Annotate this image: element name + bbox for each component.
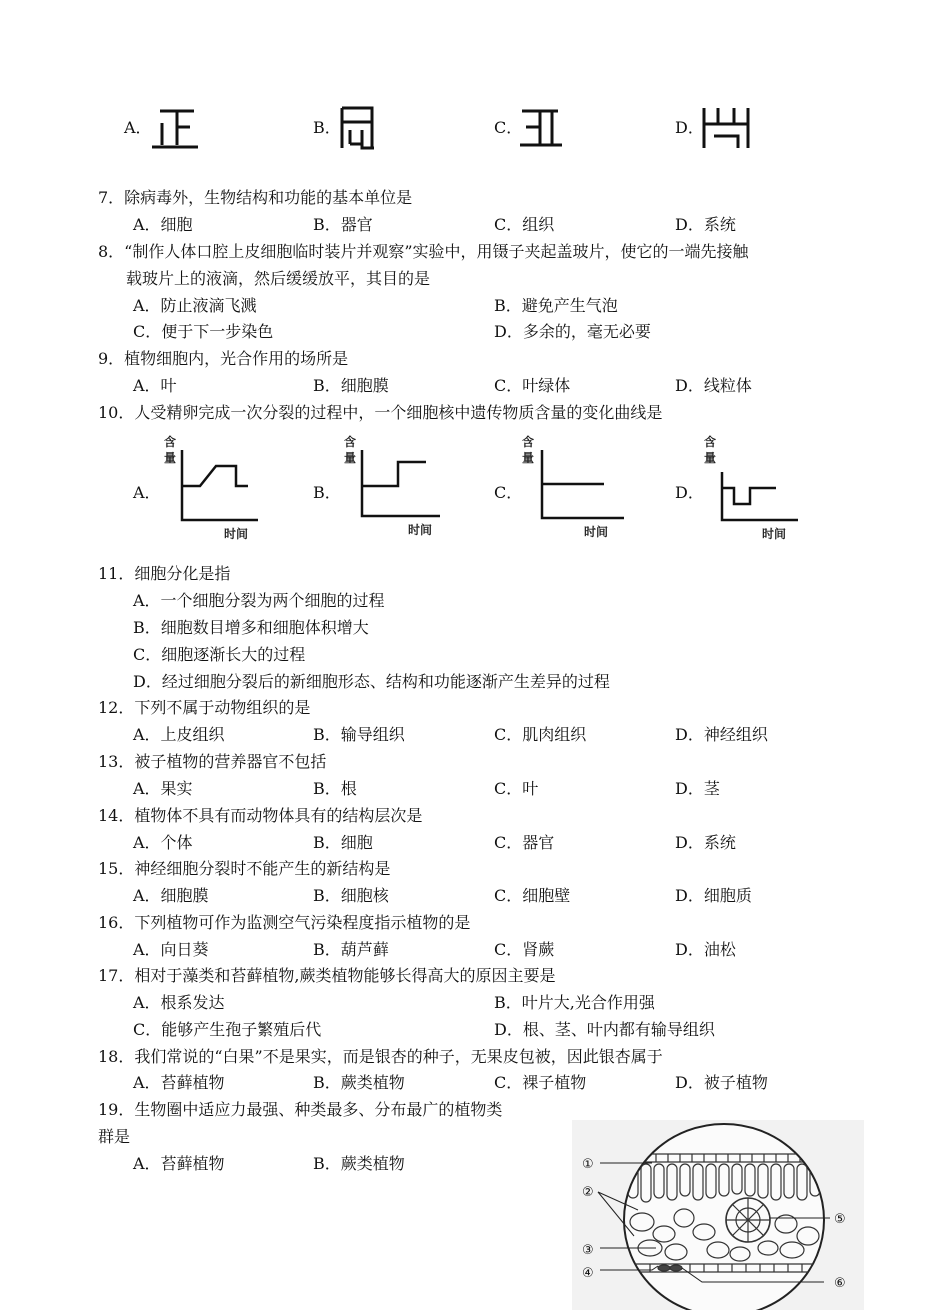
graph-c-xlabel: 时间 bbox=[584, 525, 609, 539]
sign-glyph-b-icon bbox=[338, 104, 378, 152]
graph-d-ylabel-1: 含 bbox=[704, 435, 717, 449]
graph-d-xlabel: 时间 bbox=[762, 527, 787, 541]
q12-option-d: D．神经组织 bbox=[675, 725, 768, 744]
q9-option-d: D．线粒体 bbox=[675, 376, 752, 395]
q13-option-d: D．茎 bbox=[675, 779, 720, 798]
q10-graph-a bbox=[150, 430, 265, 545]
q14-stem: 14．植物体不具有而动物体具有的结构层次是 bbox=[98, 806, 423, 825]
graph-a-curve bbox=[182, 466, 248, 486]
q10-graph-d bbox=[696, 430, 806, 545]
q10-graph-b bbox=[332, 430, 447, 545]
q10-option-c-label: C． bbox=[494, 483, 523, 502]
q11-stem: 11．细胞分化是指 bbox=[98, 564, 231, 583]
q16-option-a: A．向日葵 bbox=[133, 940, 209, 959]
q14-option-b: B．细胞 bbox=[313, 833, 373, 852]
graph-a-ylabel-1: 含 bbox=[164, 435, 177, 449]
q17-option-c: C．能够产生孢子繁殖后代 bbox=[133, 1020, 322, 1039]
q8-option-d: D．多余的，毫无必要 bbox=[494, 322, 651, 341]
q11-option-b: B．细胞数目增多和细胞体积增大 bbox=[133, 618, 369, 637]
graph-b-ylabel-2: 量 bbox=[344, 451, 357, 465]
q8-stem-line2: 载玻片上的液滴，然后缓缓放平，其目的是 bbox=[126, 269, 431, 288]
q7-option-b: B．器官 bbox=[313, 215, 373, 234]
q14-option-c: C．器官 bbox=[494, 833, 555, 852]
q15-stem: 15．神经细胞分裂时不能产生的新结构是 bbox=[98, 859, 391, 878]
q19-option-b: B．蕨类植物 bbox=[313, 1154, 405, 1173]
q7-option-a: A．细胞 bbox=[133, 215, 193, 234]
q6-option-a-label: A． bbox=[124, 118, 152, 137]
diagram-label-5: ⑤ bbox=[834, 1212, 846, 1227]
q7-option-c: C．组织 bbox=[494, 215, 555, 234]
diagram-label-6: ⑥ bbox=[834, 1276, 846, 1291]
q13-stem: 13．被子植物的营养器官不包括 bbox=[98, 752, 327, 771]
q17-stem: 17．相对于藻类和苔藓植物,蕨类植物能够长得高大的原因主要是 bbox=[98, 966, 556, 985]
q14-option-d: D．系统 bbox=[675, 833, 736, 852]
q6-option-b-label: B． bbox=[313, 118, 341, 137]
leaf-cross-section-diagram bbox=[572, 1120, 864, 1310]
q12-option-b: B．输导组织 bbox=[313, 725, 405, 744]
q10-option-a-label: A． bbox=[133, 483, 161, 502]
q18-option-a: A．苔藓植物 bbox=[133, 1073, 225, 1092]
q18-option-c: C．裸子植物 bbox=[494, 1073, 587, 1092]
q10-stem: 10．人受精卵完成一次分裂的过程中，一个细胞核中遗传物质含量的变化曲线是 bbox=[98, 403, 663, 422]
q14-option-a: A．个体 bbox=[133, 833, 193, 852]
q6-option-d-label: D． bbox=[675, 118, 704, 137]
sign-glyph-d-icon bbox=[700, 104, 752, 152]
sign-glyph-c-icon bbox=[518, 105, 564, 151]
q7-option-d: D．系统 bbox=[675, 215, 736, 234]
q11-option-c: C．细胞逐渐长大的过程 bbox=[133, 645, 306, 664]
q17-option-b: B．叶片大,光合作用强 bbox=[494, 993, 655, 1012]
q15-option-b: B．细胞核 bbox=[313, 886, 389, 905]
q13-option-a: A．果实 bbox=[133, 779, 193, 798]
q18-option-d: D．被子植物 bbox=[675, 1073, 768, 1092]
q10-graph-c bbox=[514, 430, 629, 545]
diagram-label-1: ① bbox=[582, 1157, 594, 1172]
graph-b-ylabel-1: 含 bbox=[344, 435, 357, 449]
q10-option-d-label: D． bbox=[675, 483, 704, 502]
q17-option-d: D．根、茎、叶内都有输导组织 bbox=[494, 1020, 715, 1039]
q9-stem: 9．植物细胞内，光合作用的场所是 bbox=[98, 349, 349, 368]
q6-option-c-label: C． bbox=[494, 118, 523, 137]
q13-option-b: B．根 bbox=[313, 779, 357, 798]
q17-option-a: A．根系发达 bbox=[133, 993, 225, 1012]
q18-stem: 18．我们常说的“白果”不是果实，而是银杏的种子，无果皮包被，因此银杏属于 bbox=[98, 1047, 663, 1066]
q16-option-b: B．葫芦藓 bbox=[313, 940, 389, 959]
graph-c-ylabel-2: 量 bbox=[522, 451, 535, 465]
q7-stem: 7．除病毒外，生物结构和功能的基本单位是 bbox=[98, 188, 413, 207]
graph-b-axes bbox=[362, 450, 440, 516]
q15-option-d: D．细胞质 bbox=[675, 886, 752, 905]
q11-option-a: A．一个细胞分裂为两个细胞的过程 bbox=[133, 591, 385, 610]
q15-option-c: C．细胞壁 bbox=[494, 886, 571, 905]
graph-a-ylabel-2: 量 bbox=[164, 451, 177, 465]
q8-option-b: B．避免产生气泡 bbox=[494, 296, 618, 315]
q18-option-b: B．蕨类植物 bbox=[313, 1073, 405, 1092]
q8-option-c: C．便于下一步染色 bbox=[133, 322, 274, 341]
sign-glyph-a-icon bbox=[150, 105, 200, 151]
q9-option-b: B．细胞膜 bbox=[313, 376, 389, 395]
q9-option-c: C．叶绿体 bbox=[494, 376, 571, 395]
graph-a-xlabel: 时间 bbox=[224, 527, 249, 541]
q11-option-d: D．经过细胞分裂后的新细胞形态、结构和功能逐渐产生差异的过程 bbox=[133, 672, 610, 691]
q16-stem: 16．下列植物可作为监测空气污染程度指示植物的是 bbox=[98, 913, 471, 932]
q9-option-a: A．叶 bbox=[133, 376, 177, 395]
graph-d-curve bbox=[722, 488, 776, 504]
q12-option-a: A．上皮组织 bbox=[133, 725, 225, 744]
diagram-label-3: ③ bbox=[582, 1243, 594, 1258]
q19-stem-line2: 群是 bbox=[98, 1127, 131, 1146]
graph-c-ylabel-1: 含 bbox=[522, 435, 535, 449]
q19-stem-line1: 19．生物圈中适应力最强、种类最多、分布最广的植物类 bbox=[98, 1100, 503, 1119]
graph-b-curve bbox=[362, 462, 426, 486]
q15-option-a: A．细胞膜 bbox=[133, 886, 209, 905]
diagram-label-4: ④ bbox=[582, 1266, 594, 1281]
q12-option-c: C．肌肉组织 bbox=[494, 725, 587, 744]
q16-option-d: D．油松 bbox=[675, 940, 736, 959]
q12-stem: 12．下列不属于动物组织的是 bbox=[98, 698, 311, 717]
graph-b-xlabel: 时间 bbox=[408, 523, 433, 537]
q16-option-c: C．肾蕨 bbox=[494, 940, 555, 959]
q8-option-a: A．防止液滴飞溅 bbox=[133, 296, 257, 315]
q8-stem-line1: 8．“制作人体口腔上皮细胞临时装片并观察”实验中，用镊子夹起盖玻片，使它的一端先接触 bbox=[98, 242, 749, 261]
diagram-label-2: ② bbox=[582, 1185, 594, 1200]
q19-option-a: A．苔藓植物 bbox=[133, 1154, 225, 1173]
q10-option-b-label: B． bbox=[313, 483, 341, 502]
q13-option-c: C．叶 bbox=[494, 779, 539, 798]
graph-d-ylabel-2: 量 bbox=[704, 451, 717, 465]
